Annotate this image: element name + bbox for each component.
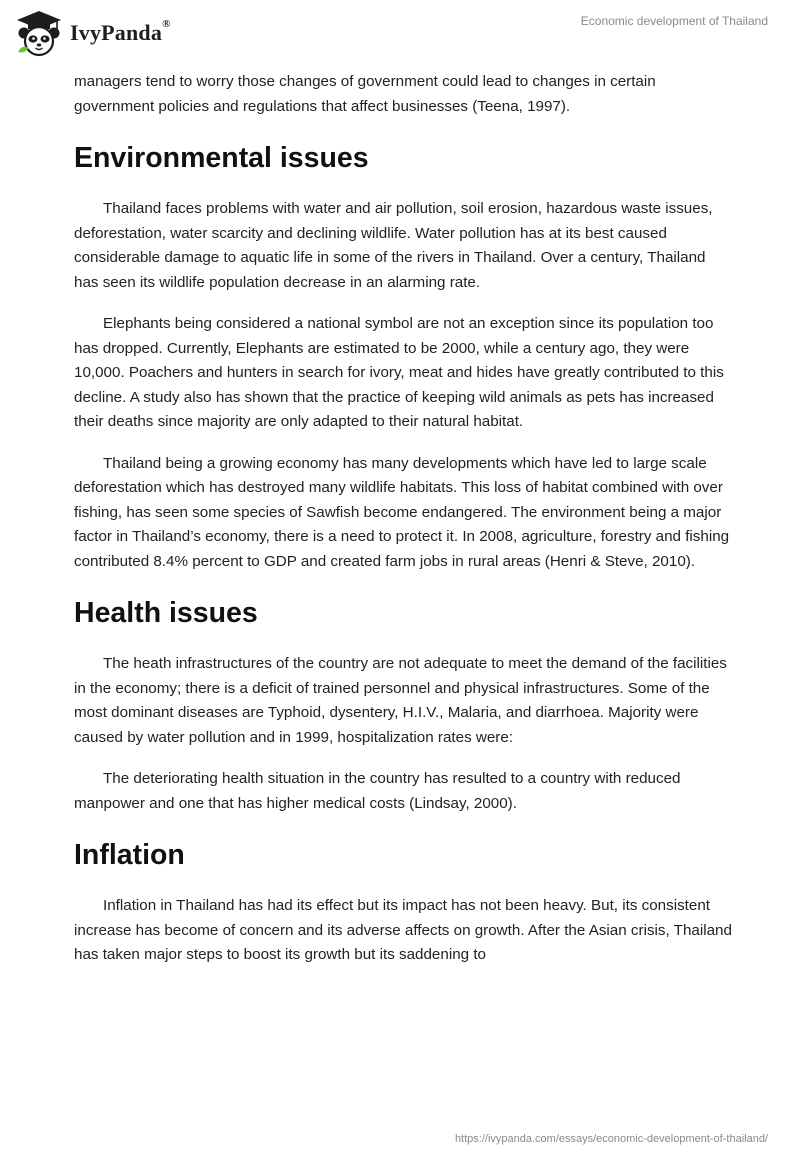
paragraph-environment-3: Thailand being a growing economy has many developments which have led to large scale deforestation which has destroyed many wildlife habitats. This loss of habitat combined with over fishing, has seen some species of Sawfish become endangered. The environment being a major factor in Thailand’s economy, there is a need to protect it. In 2008, agriculture, forestry and fishing contributed 8.4% percent to GDP and created farm jobs in rural areas (Henri & Steve, 2010).	[74, 454, 730, 570]
document-title: Economic development of Thailand	[580, 14, 768, 28]
source-url[interactable]: https://ivypanda.com/essays/economic-development-of-thailand/	[454, 1133, 768, 1145]
paragraph-health-1: The heath infrastructures of the country are not adequate to meet the demand of the facilities in the economy; there is a deficit of trained personnel and physical infrastructures. Some of the most dominant diseases are Typhoid, dysentery, H.I.V., Malaria, and diarrhoea. Majority were caused by water pollution and in 1999, hospitalization rates were:	[74, 655, 727, 746]
brand-name: IvyPanda®	[70, 18, 171, 45]
panda-graduate-icon	[14, 8, 64, 58]
heading-inflation: Inflation	[74, 839, 185, 871]
paragraph-intro: managers tend to worry those changes of government could lead to changes in certain government policies and regulations that affect businesses (Teena, 1997).	[74, 73, 656, 115]
paragraph-health-2: The deteriorating health situation in the country has resulted to a country with reduced manpower and one that has higher medical costs (Lindsay, 2000).	[74, 770, 681, 812]
brand-logo[interactable]	[14, 8, 171, 58]
heading-health-issues: Health issues	[74, 597, 258, 629]
registered-mark: ®	[162, 18, 171, 30]
page-header	[0, 0, 800, 70]
essay-body	[74, 70, 734, 985]
paragraph-environment-1: Thailand faces problems with water and air pollution, soil erosion, hazardous waste issues, deforestation, water scarcity and declining wildlife. Water pollution has at its best caused considerable damage to aquatic life in some of the rivers in Thailand. Over a century, Thailand has seen its wildlife population decrease in an alarming rate.	[74, 200, 713, 291]
paragraph-inflation-1: Inflation in Thailand has had its effect but its impact has not been heavy. But, its consistent increase has become of concern and its adverse affects on growth. After the Asian crisis, Thailand has taken major steps to boost its growth but its saddening to	[74, 897, 732, 963]
heading-environmental-issues: Environmental issues	[74, 142, 369, 174]
paragraph-environment-2: Elephants being considered a national symbol are not an exception since its population too has dropped. Currently, Elephants are estimated to be 2000, while a century ago, they were 10,000. Poachers and hunters in search for ivory, meat and hides have greatly contributed to this decline. A study also has shown that the practice of keeping wild animals as pets has increased their deaths since majority are only adapted to their natural habitat.	[74, 315, 724, 430]
